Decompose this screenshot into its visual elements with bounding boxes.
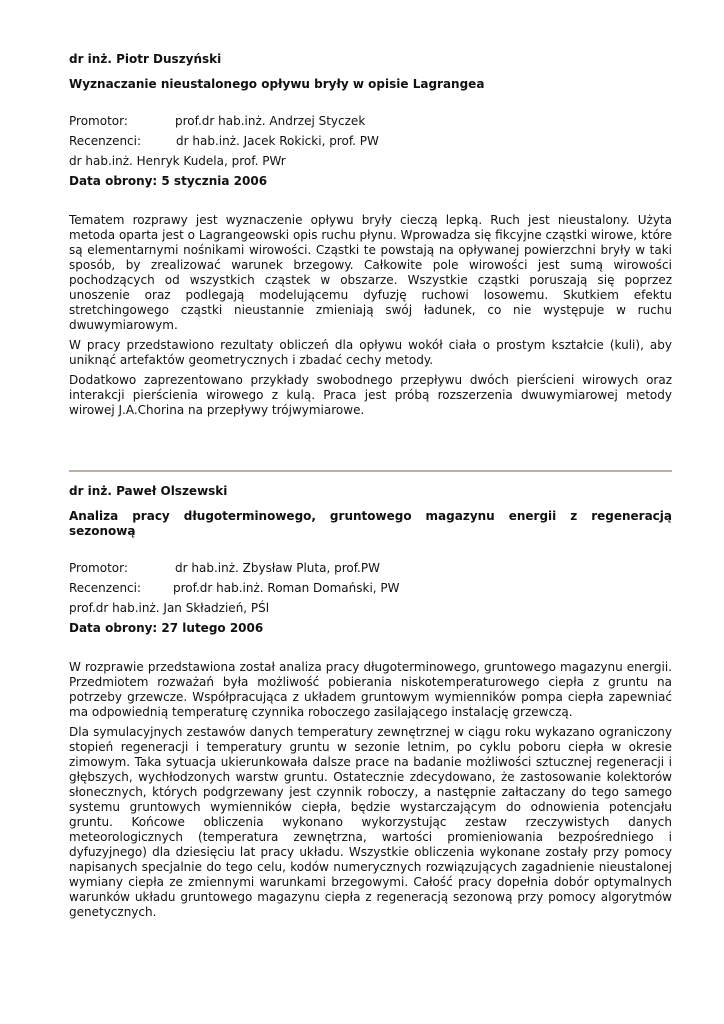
abstract-paragraph: Dodatkowo zaprezentowano przykłady swobodnego przepływu dwóch pierścieni wirowych oraz interakcji pierścienia wirowego z kulą. Praca jest próbą rozszerzenia dwuwymiarowej metody wirowej J.A.Chorina na przepływy trójwymiarowe. — [69, 373, 672, 417]
dissertation-title: Wyznaczanie nieustalonego opływu bryły w opisie Lagrangea — [69, 77, 485, 91]
promotor-label: Promotor: — [69, 114, 128, 128]
dissertation-entry-1 — [69, 52, 672, 423]
dissertation-entry-2 — [69, 484, 672, 925]
reviewers-label: Recenzenci: — [69, 581, 142, 595]
defense-date: Data obrony: 27 lutego 2006 — [69, 621, 264, 635]
reviewers-extra-line: prof.dr hab.inż. Jan Składzień, PŚl — [69, 601, 270, 615]
dissertation-title: Analiza pracy długoterminowego, gruntowego magazynu energii z regeneracją sezonową — [69, 509, 672, 538]
promotor-label: Promotor: — [69, 561, 128, 575]
author-name: dr inż. Paweł Olszewski — [69, 484, 228, 498]
abstract-paragraph: Dla symulacyjnych zestawów danych temperatury zewnętrznej w ciągu roku wykazano ograniczony stopień regeneracji i temperatury gruntu w sezonie letnim, po cyklu poboru ciepła w okresie zimowym. Taka sytuacja ukierunkowała dalsze prace na badanie możliwości sztucznej regeneracji i głębszych, wychłodzonych warstw gruntu. Ostatecznie zdecydowano, że zastosowanie kolektorów słonecznych, których podgrzewany jest czynnik roboczy, a następnie załtaczany do tego samego systemu gruntowych wymienników ciepła, będzie wystarczającym do odnowienia potencjału gruntu. Końcowe obliczenia wykonano wykorzystując zestaw rzeczywistych danych meteorologicznych (temperatura zewnętrzna, wartości promieniowania bezpośredniego i dyfuzyjnego) dla dziesięciu lat pracy układu. Wszystkie obliczenia wykonane zostały przy pomocy napisanych specjalnie do tego celu, kodów numerycznych rozwiązujących zagadnienie nieustalonej wymiany ciepła ze zmiennymi warunkami brzegowymi. Całość pracy dopełnia dobór optymalnych warunków układu gruntowego magazynu ciepła z regeneracją sezonową przy pomocy algorytmów genetycznych. — [69, 725, 672, 919]
author-name: dr inż. Piotr Duszyński — [69, 52, 222, 66]
promotor-value: dr hab.inż. Zbysław Pluta, prof.PW — [175, 561, 380, 575]
abstract-paragraph: W rozprawie przedstawiona został analiza pracy długoterminowego, gruntowego magazynu energii. Przedmiotem rozważań była możliwość pobierania niskotemperaturowego ciepła z gruntu na potrzeby grzewcze. Współpracująca z układem gruntowym wymienników pompa ciepła zapewniać ma odpowiednią temperaturę czynnika roboczego zasilającego instalację grzewczą. — [69, 660, 672, 719]
promotor-line — [69, 114, 672, 129]
promotor-line — [69, 561, 672, 576]
reviewers-extra-line: dr hab.inż. Henryk Kudela, prof. PWr — [69, 154, 286, 168]
reviewers-value: dr hab.inż. Jacek Rokicki, prof. PW — [176, 134, 379, 148]
reviewers-line — [69, 134, 672, 149]
reviewers-value: prof.dr hab.inż. Roman Domański, PW — [173, 581, 400, 595]
promotor-value: prof.dr hab.inż. Andrzej Styczek — [175, 114, 366, 128]
reviewers-line — [69, 581, 672, 596]
abstract-paragraph: Tematem rozprawy jest wyznaczenie opływu bryły cieczą lepką. Ruch jest nieustalony. Użyta metoda oparta jest o Lagrangeowski opis ruchu płynu. Wprowadza się fikcyjne cząstki wirowe, które są elementarnymi nośnikami wirowości. Cząstki te powstają na opływanej powierzchni bryły w taki sposób, by zrealizować warunek brzegowy. Całkowite pole wirowości jest sumą wirowości pochodzących od wszystkich cząstek w obszarze. Wszystkie cząstki poruszają się poprzez unoszenie oraz podlegają modelującemu dyfuzję ruchowi losowemu. Skutkiem efektu stretchingowego cząstki nieustannie zmieniają swój ładunek, co nie występuje w ruchu dwuwymiarowym. — [69, 213, 672, 332]
section-divider — [69, 470, 672, 472]
reviewers-label: Recenzenci: — [69, 134, 142, 148]
defense-date: Data obrony: 5 stycznia 2006 — [69, 174, 268, 188]
abstract-paragraph: W pracy przedstawiono rezultaty obliczeń dla opływu wokół ciała o prostym kształcie (kuli), aby uniknąć artefaktów geometrycznych i zbadać cechy metody. — [69, 338, 672, 367]
